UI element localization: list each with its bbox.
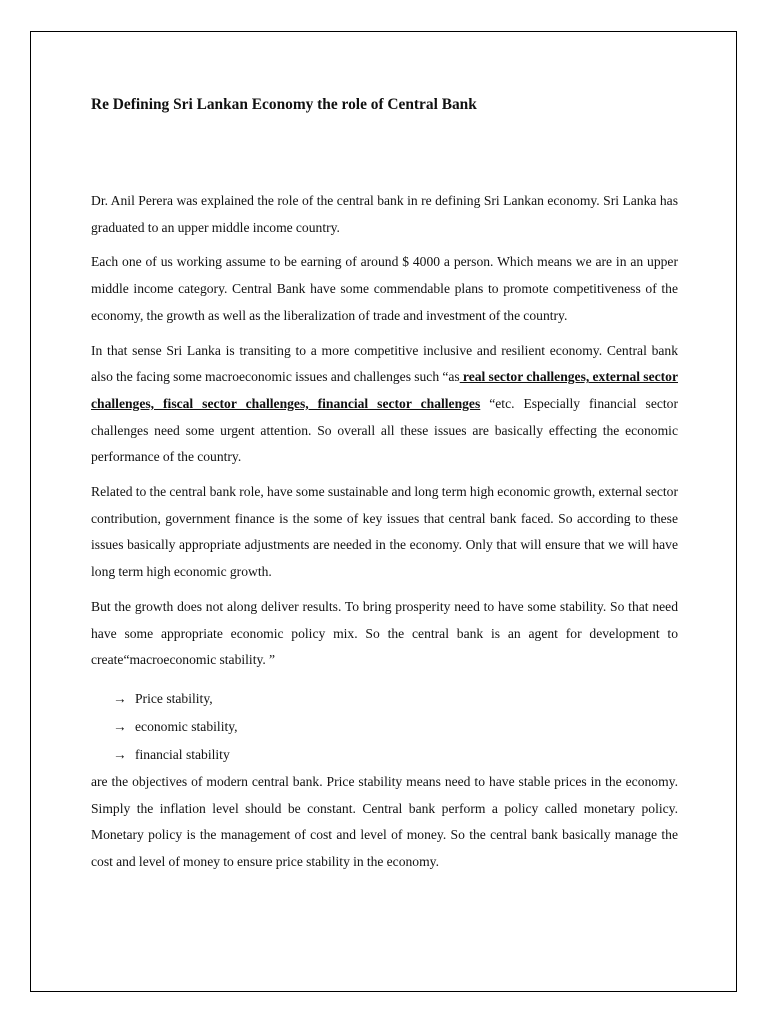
objectives-list bbox=[91, 685, 678, 769]
paragraph-challenges-after: “etc. Especially financial sector challenges need some urgent attention. So overall all these issues are basically effecting the economic performance of the country. bbox=[91, 395, 678, 465]
arrow-right-icon: → bbox=[113, 746, 127, 762]
arrow-right-icon: → bbox=[113, 718, 127, 734]
paragraph-challenges-before: In that sense Sri Lanka is transiting to a more competitive inclusive and resilient economy. Central bank also the facing some macroeconomic issues and challenges such “as bbox=[91, 342, 678, 385]
paragraph-objectives: are the objectives of modern central bank. Price stability means need to have stable prices in the economy. Simply the inflation level should be constant. Central bank perform a policy called monetary policy. Monetary policy is the management of cost and level of money. So the central bank basically manage the cost and level of money to ensure price stability in the economy. bbox=[91, 773, 678, 870]
document-body bbox=[91, 90, 678, 884]
challenges-emphasis: real sector challenges, external sector challenges, fiscal sector challenges, financial sector challenges bbox=[91, 369, 678, 411]
paragraph-stability: But the growth does not along deliver results. To bring prosperity need to have some stability. So that need have some appropriate economic policy mix. So the central bank is an agent for development to create“macroeconomic stability. ” bbox=[91, 598, 678, 668]
arrow-right-icon: → bbox=[113, 690, 127, 706]
document-title: Re Defining Sri Lankan Economy the role of Central Bank bbox=[91, 96, 477, 113]
document-page bbox=[30, 31, 737, 992]
list-item bbox=[113, 685, 678, 713]
list-item-text: financial stability bbox=[135, 746, 230, 762]
list-item-text: Price stability, bbox=[135, 690, 213, 706]
list-item bbox=[113, 741, 678, 769]
paragraph-income: Each one of us working assume to be earning of around $ 4000 a person. Which means we are in an upper middle income category. Central Bank have some commendable plans to promote competitiveness of the economy, the growth as well as the liberalization of trade and investment of the country. bbox=[91, 254, 678, 323]
list-item bbox=[113, 713, 678, 741]
list-item-text: economic stability, bbox=[135, 718, 238, 734]
paragraph-intro: Dr. Anil Perera was explained the role of the central bank in re defining Sri Lankan economy. Sri Lanka has graduated to an upper middle income country. bbox=[91, 193, 678, 235]
paragraph-challenges bbox=[91, 338, 678, 472]
paragraph-central-bank-role: Related to the central bank role, have some sustainable and long term high economic growth, external sector contribution, government finance is the some of key issues that central bank faced. So according to these issues basically appropriate adjustments are needed in the economy. Only that will ensure that we will have long term high economic growth. bbox=[91, 484, 678, 580]
